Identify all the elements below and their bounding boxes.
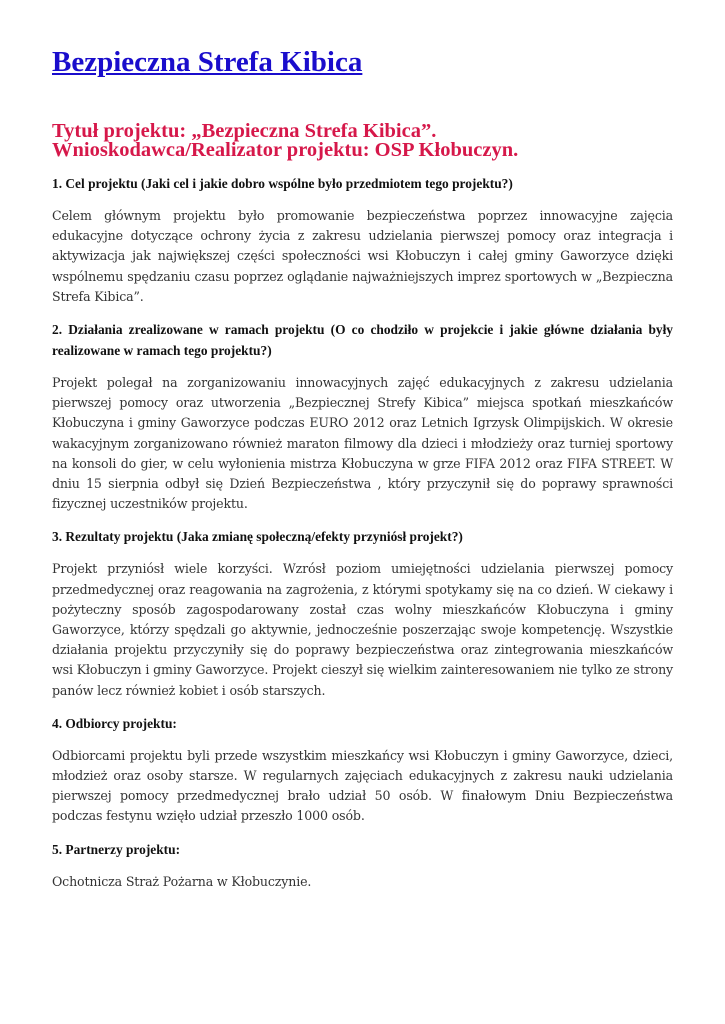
- section-body: Celem głównym projektu było promowanie bezpieczeństwa poprzez innowacyjne zajęcia edukacyjne dotyczące ochrony życia z zakresu udzielania pierwszej pomocy oraz integracja i aktywizacja jak największej części społeczności wsi Kłobuczyn i całej gminy Gaworzyce dzięki wspólnemu spędzaniu czasu poprzez oglądanie najważniejszych imprez sportowych w „Bezpieczna Strefa Kibica”.: [52, 208, 673, 304]
- section-heading: 5. Partnerzy projektu:: [52, 841, 181, 857]
- page-title-link[interactable]: Bezpieczna Strefa Kibica: [52, 46, 363, 78]
- project-subtitle: [52, 122, 673, 160]
- section-body: Odbiorcami projektu byli przede wszystkim mieszkańcy wsi Kłobuczyn i gminy Gaworzyce, dzieci, młodzież oraz osoby starsze. W regularnych zajęciach edukacyjnych z zakresu nauki udzielania pierwszej pomocy przedmedycznej brało udział 50 osób. W finałowym Dniu Bezpieczeństwa podczas festynu wzięło udział przeszło 1000 osób.: [52, 747, 673, 824]
- section-heading: 4. Odbiorcy projektu:: [52, 715, 177, 731]
- section-body: Ochotnicza Straż Pożarna w Kłobuczynie.: [52, 873, 312, 889]
- section-heading: 1. Cel projektu (Jaki cel i jakie dobro wspólne było przedmiotem tego projektu?): [52, 176, 513, 191]
- section-project-goal: [52, 173, 673, 307]
- section-activities: [52, 319, 673, 514]
- section-heading: 3. Rezultaty projektu (Jaka zmianę społeczną/efekty przyniósł projekt?): [52, 529, 463, 545]
- page-title: [52, 44, 673, 80]
- section-body: Projekt przyniósł wiele korzyści. Wzrósł poziom umiejętności udzielania pierwszej pomocy przedmedycznej oraz reagowania na zagrożenia, z którymi spotykamy się na co dzień. W ciekawy i pożyteczny sposób zagospodarowany został czas wolny mieszkańców Kłobuczyna i gminy Gaworzyce, którzy spędzali go aktywnie, jednocześnie poszerzając swoje kompetencję. Wszystkie działania projektu przyczyniły się do poprawy bezpieczeństwa oraz zintegrowania mieszkańców wsi Kłobuczyn i gminy Gaworzyce. Projekt cieszył się wielkim zainteresowaniem nie tylko ze strony panów lecz również kobiet i osób starszych.: [52, 561, 673, 698]
- section-body: Projekt polegał na zorganizowaniu innowacyjnych zajęć edukacyjnych z zakresu udzielania pierwszej pomocy oraz utworzenia „Bezpiecznej Strefy Kibica” miejsca spotkań mieszkańców Kłobuczyna i gminy Gaworzyce podczas EURO 2012 oraz Letnich Igrzysk Olimpijskich. W okresie wakacyjnym zorganizowano również maraton filmowy dla dzieci i młodzieży oraz turniej sportowy na konsoli do gier, w celu wyłonienia mistrza Kłobuczyna w grze FIFA 2012 oraz FIFA STREET. W dniu 15 sierpnia odbył się Dzień Bezpieczeństwa , który przyczynił się do poprawy sprawności fizycznej uczestników projektu.: [52, 375, 673, 512]
- section-recipients: [52, 713, 673, 827]
- section-results: [52, 526, 673, 700]
- subtitle-applicant: Wnioskodawca/Realizator projektu: OSP Kłobuczyn.: [52, 139, 519, 161]
- section-partners: [52, 839, 673, 892]
- subtitle-project-title: Tytuł projektu: „Bezpieczna Strefa Kibica”.: [52, 120, 437, 142]
- section-heading: 2. Działania zrealizowane w ramach projektu (O co chodziło w projekcie i jakie główne działania były realizowane w ramach tego projektu?): [52, 322, 673, 359]
